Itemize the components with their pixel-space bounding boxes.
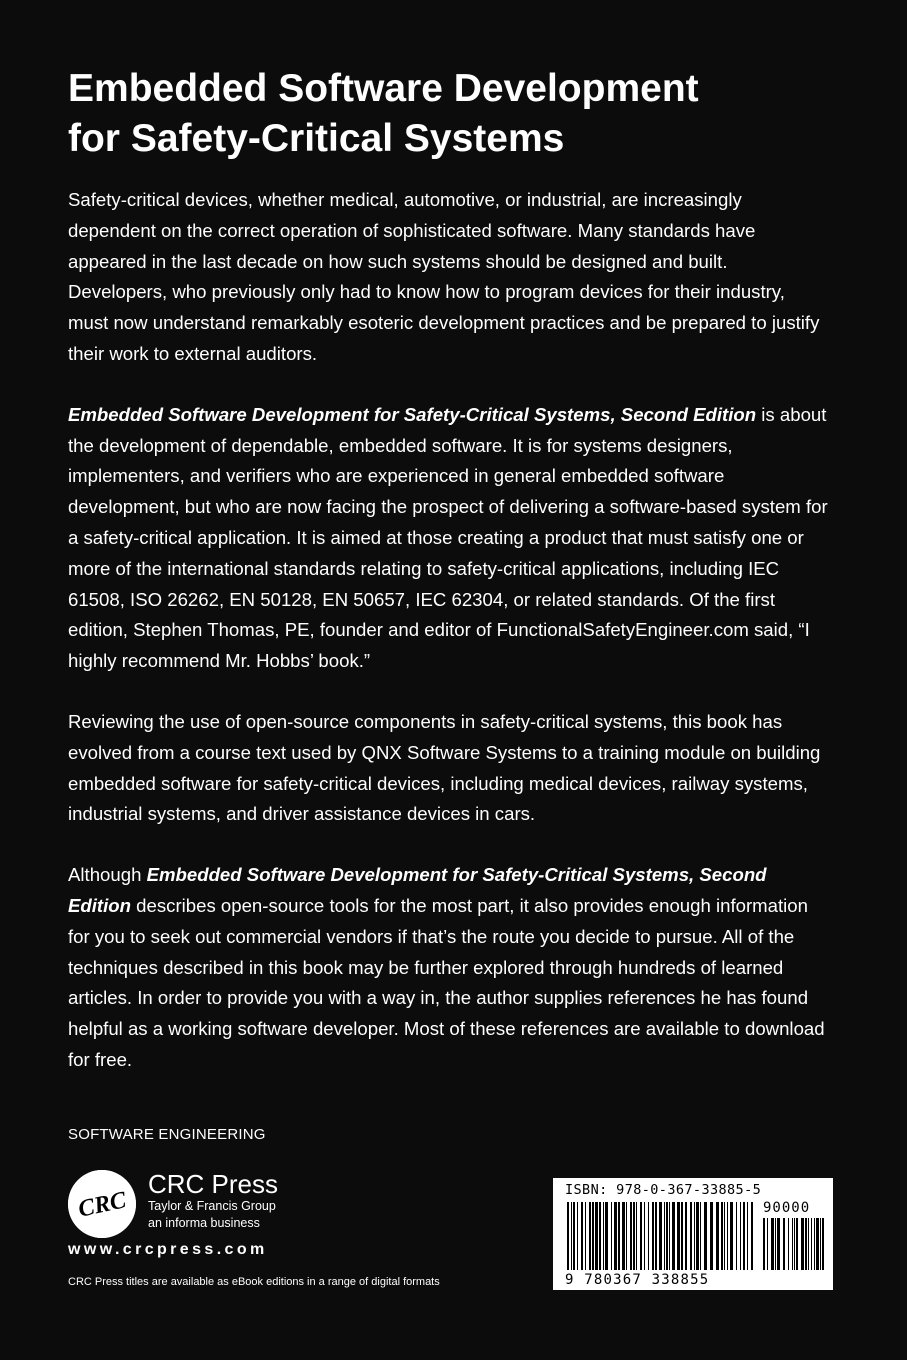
barcode-bar bbox=[771, 1218, 774, 1270]
barcode-bar bbox=[599, 1202, 601, 1270]
barcode-bar bbox=[794, 1218, 795, 1270]
barcode-bar bbox=[605, 1202, 608, 1270]
barcode-bar bbox=[622, 1202, 625, 1270]
ebook-note: CRC Press titles are available as eBook editions in a range of digital formats bbox=[68, 1276, 440, 1288]
paragraph-4 bbox=[68, 860, 828, 1076]
barcode-bar bbox=[677, 1202, 680, 1270]
barcode-bar bbox=[724, 1202, 725, 1270]
paragraph-2-title: Embedded Software Development for Safety-Critical Systems, Second Edition bbox=[68, 403, 757, 425]
barcode-bar bbox=[721, 1202, 723, 1270]
barcode-bar bbox=[716, 1202, 719, 1270]
barcode-bar bbox=[704, 1202, 707, 1270]
barcode-bar bbox=[740, 1202, 741, 1270]
barcode-bar bbox=[820, 1218, 821, 1270]
barcode-bar bbox=[581, 1202, 583, 1270]
barcode-bar bbox=[767, 1218, 768, 1270]
barcode-bar bbox=[592, 1202, 594, 1270]
barcode-bar bbox=[567, 1202, 569, 1270]
paragraph-4-title: Embedded Software Development for Safety-Critical Systems, Second Edition bbox=[68, 864, 767, 916]
barcode-bar bbox=[655, 1202, 657, 1270]
publisher-business: an informa business bbox=[148, 1216, 260, 1230]
paragraph-2 bbox=[68, 400, 828, 677]
paragraph-2-text: is about the development of dependable, embedded software. It is for systems designers, implementers, and verifiers who are experienced in general embedded software development, but who are now facing the prospect of delivering a software-based system for a safety-critical application. It is aimed at those creating a product that must satisfy one or more of the international standards relating to safety-critical applications, including IEC 61508, ISO 26262, EN 50128, EN 50657, IEC 62304, or related standards. Of the first edition, Stephen Thomas, PE, founder and editor of FunctionalSafetyEngineer.com said, “I highly recommend Mr. Hobbs’ book.” bbox=[68, 403, 828, 672]
description bbox=[68, 185, 828, 1106]
crc-logo-text: CRC bbox=[76, 1187, 129, 1223]
publisher-group: Taylor & Francis Group bbox=[148, 1199, 276, 1213]
barcode-bar bbox=[614, 1202, 617, 1270]
barcode-bar bbox=[775, 1218, 776, 1270]
barcode-bar bbox=[788, 1218, 789, 1270]
barcode-bar bbox=[700, 1202, 701, 1270]
barcode-bar bbox=[730, 1202, 733, 1270]
barcode-bar bbox=[811, 1218, 812, 1270]
barcode-bar bbox=[640, 1202, 642, 1270]
barcode-bar bbox=[652, 1202, 654, 1270]
book-title-line-2: for Safety-Critical Systems bbox=[68, 117, 565, 160]
barcode-bar bbox=[792, 1218, 793, 1270]
isbn-barcode bbox=[553, 1178, 833, 1290]
barcode-bar bbox=[648, 1202, 649, 1270]
barcode-bar bbox=[595, 1202, 598, 1270]
barcode-bar bbox=[822, 1218, 824, 1270]
barcode-bar bbox=[808, 1218, 809, 1270]
barcode-bar bbox=[666, 1202, 668, 1270]
barcode-bar bbox=[644, 1202, 645, 1270]
publisher-website: www.crcpress.com bbox=[68, 1241, 268, 1258]
barcode-bar bbox=[736, 1202, 737, 1270]
isbn-text: ISBN: 978-0-367-33885-5 bbox=[565, 1182, 762, 1198]
book-title-line-1: Embedded Software Development bbox=[68, 67, 699, 110]
barcode-bar bbox=[571, 1202, 572, 1270]
barcode-bar bbox=[672, 1202, 675, 1270]
barcode-bar bbox=[611, 1202, 612, 1270]
barcode-bar bbox=[694, 1202, 695, 1270]
barcode-bar bbox=[696, 1202, 699, 1270]
barcode-bar bbox=[669, 1202, 670, 1270]
subject-category: SOFTWARE ENGINEERING bbox=[68, 1126, 266, 1143]
publisher-logo bbox=[68, 1170, 328, 1240]
barcode-bar bbox=[659, 1202, 662, 1270]
barcode-digits: 9 780367 338855 bbox=[565, 1272, 710, 1288]
barcode-bar bbox=[585, 1202, 586, 1270]
barcode-bar bbox=[690, 1202, 692, 1270]
barcode-bar bbox=[805, 1218, 807, 1270]
barcode-bar bbox=[743, 1202, 745, 1270]
barcode-bar bbox=[681, 1202, 683, 1270]
barcode-bar bbox=[801, 1218, 804, 1270]
barcode-bar bbox=[685, 1202, 687, 1270]
barcode-bar bbox=[573, 1202, 575, 1270]
barcode-bar bbox=[589, 1202, 591, 1270]
crc-logo-icon bbox=[68, 1170, 136, 1238]
book-title bbox=[68, 64, 848, 164]
barcode-bar bbox=[796, 1218, 798, 1270]
barcode-bar bbox=[603, 1202, 604, 1270]
barcode-bar bbox=[626, 1202, 627, 1270]
barcode-bar bbox=[777, 1218, 780, 1270]
paragraph-1: Safety-critical devices, whether medical, automotive, or industrial, are increasingly dependent on the correct operation of sophisticated software. Many standards have appeared in the last decade on how such systems should be designed and built. Developers, who previously only had to know how to program devices for their industry, must now understand remarkably esoteric development practices and be prepared to justify their work to external auditors. bbox=[68, 189, 820, 364]
barcode-bar bbox=[816, 1218, 819, 1270]
barcode-bar bbox=[664, 1202, 665, 1270]
price-code: 90000 bbox=[763, 1200, 811, 1216]
barcode-bar bbox=[727, 1202, 728, 1270]
barcode-bar bbox=[577, 1202, 578, 1270]
barcode-bar bbox=[636, 1202, 637, 1270]
barcode-bar bbox=[814, 1218, 815, 1270]
barcode-bar bbox=[710, 1202, 713, 1270]
barcode-bar bbox=[783, 1218, 785, 1270]
paragraph-4-lead: Although bbox=[68, 864, 147, 886]
barcode-bar bbox=[763, 1218, 765, 1270]
publisher-name: CRC Press bbox=[148, 1169, 279, 1199]
barcode-bar bbox=[751, 1202, 753, 1270]
paragraph-3: Reviewing the use of open-source components in safety-critical systems, this book has evolved from a course text used by QNX Software Systems to a training module on building embedded software for safety-critical devices, including medical devices, railway systems, industrial systems, and driver assistance devices in cars. bbox=[68, 710, 821, 825]
barcode-bar bbox=[630, 1202, 632, 1270]
barcode-bar bbox=[747, 1202, 748, 1270]
barcode-bar bbox=[618, 1202, 620, 1270]
barcode-bar bbox=[633, 1202, 635, 1270]
publisher-name-block bbox=[148, 1170, 278, 1232]
paragraph-4-text: describes open-source tools for the most part, it also provides enough information for you to seek out commercial vendors if that’s the route you decide to pursue. All of the techniques described in this book may be further explored through hundreds of learned articles. In order to provide you with a way in, the author supplies references he has found helpful as a working software developer. Most of these references are available to download for free. bbox=[68, 894, 825, 1070]
